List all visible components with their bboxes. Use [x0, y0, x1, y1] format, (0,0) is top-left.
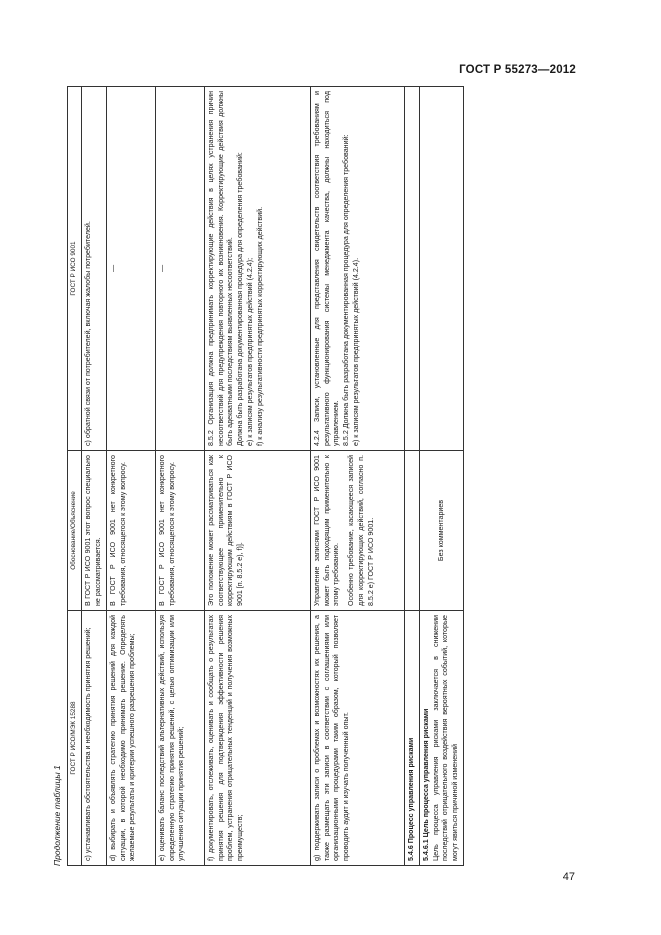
column-header: ГОСТ Р ИСО 9001 — [68, 87, 82, 451]
table-cell: g) поддерживать записи о проблемах и возможностях их решения, а также размещать эти записи в соответствии с соглашениями или организационными процедурами таким образом, который позволяет проводить аудит и изучать полученный опыт. — [311, 611, 405, 866]
document-title: ГОСТ Р 55273—2012 — [459, 64, 576, 76]
table-caption: Продолжение таблицы 1 — [52, 765, 62, 866]
table-cell — [107, 87, 156, 451]
table-cell — [420, 87, 464, 451]
table-row — [107, 87, 156, 866]
table-cell: Управление записями ГОСТ Р ИСО 9001 может быть подходящим применительно к этому требованию. Особенно требование, касающееся записей для корректирующих действий, согласно п. 8.5.2 e) ГОСТ Р ИСО 9001. — [311, 451, 405, 611]
table-cell: Это положение может рассматриваться как соответствующее применительно к корректирующим действиям в ГОСТ Р ИСО 9001 [п. 8.5.2 e), f)]. — [205, 451, 311, 611]
table-cell: d) выбирать и объявлять стратегию принятия решений для каждой ситуации, в которой необходимо принимать решение. Определять желаемые результаты и критерии успешного разрешения проблемы; — [107, 611, 156, 866]
table-cell: f) документировать, отслеживать, оценивать и сообщать о результатах принятия решения для подтверждения эффективности решения проблем, устранения отрицательных тенденций и получения возможных преимуществ; — [205, 611, 311, 866]
table-cell: В ГОСТ Р ИСО 9001 нет конкретного требования, относящегося к этому вопросу. — [107, 451, 156, 611]
section-title: 5.4.6 Процесс управления рисками — [405, 611, 420, 866]
table-cell: В ГОСТ Р ИСО 9001 нет конкретного требования, относящегося к этому вопросу. — [156, 451, 205, 611]
table-cell — [405, 87, 420, 451]
table-cell: 5.4.6.1 Цель процесса управления рисками Цель процесса управления рисками заключается в снижении последствий отрицательного воздействия вероятных событий, которые могут явиться причиной изменений — [420, 611, 464, 866]
rotated-table-page — [50, 87, 575, 866]
table-cell: c) обратной связи от потребителей, включая жалобы потребителей. — [82, 87, 107, 451]
table-cell — [420, 451, 464, 611]
table-row — [156, 87, 205, 866]
table-row — [420, 87, 464, 866]
table-cell: В ГОСТ Р ИСО 9001 этот вопрос специально не рассматривается. — [82, 451, 107, 611]
dash-mark: — — [109, 264, 117, 273]
table-cell: e) оценивать баланс последствий альтернативных действий, используя определенную стратегию принятия решений, с целью оптимизации или улучшения ситуации принятия решений; — [156, 611, 205, 866]
comparison-table — [67, 86, 464, 866]
table-cell: 8.5.2 Организация должна предпринимать корректирующие действия в целях устранения причин несоответствий для предупреждения повторного их возникновения. Корректирующие действия должны быть адекватными последствиям выявленных несоответствий. Должна быть разработана документированная процедура для определения требований: e) к записям результатов предпринятых действий (4.2.4); f) к анализу результативности предпринятых корректирующих действий. — [205, 87, 311, 451]
table-row — [205, 87, 311, 866]
table-header-row — [68, 87, 82, 866]
table-row — [82, 87, 107, 866]
section-row — [405, 87, 420, 866]
column-header: ГОСТ Р ИСО/МЭК 15288 — [68, 611, 82, 866]
dash-mark: — — [158, 264, 166, 273]
table-cell: 4.2.4 Записи, установленные для представления свидетельств соответствия требованиям и результативного функционирования системы менеджмента качества, должны находиться под управлением. 8.5.2 Должна быть разработана документированная процедура для определения требований: e) к записям результатов предпринятых действий (4.2.4). — [311, 87, 405, 451]
comment-text: Без комментариев — [436, 499, 445, 562]
table-cell: c) устанавливать обстоятельства и необходимость принятия решений; — [82, 611, 107, 866]
subsection-title: 5.4.6.1 Цель процесса управления рисками — [422, 708, 430, 861]
table-cell — [405, 451, 420, 611]
table-cell — [156, 87, 205, 451]
table-row — [311, 87, 405, 866]
column-header: Обоснование/Объяснение — [68, 451, 82, 611]
page-number: 47 — [562, 871, 575, 883]
